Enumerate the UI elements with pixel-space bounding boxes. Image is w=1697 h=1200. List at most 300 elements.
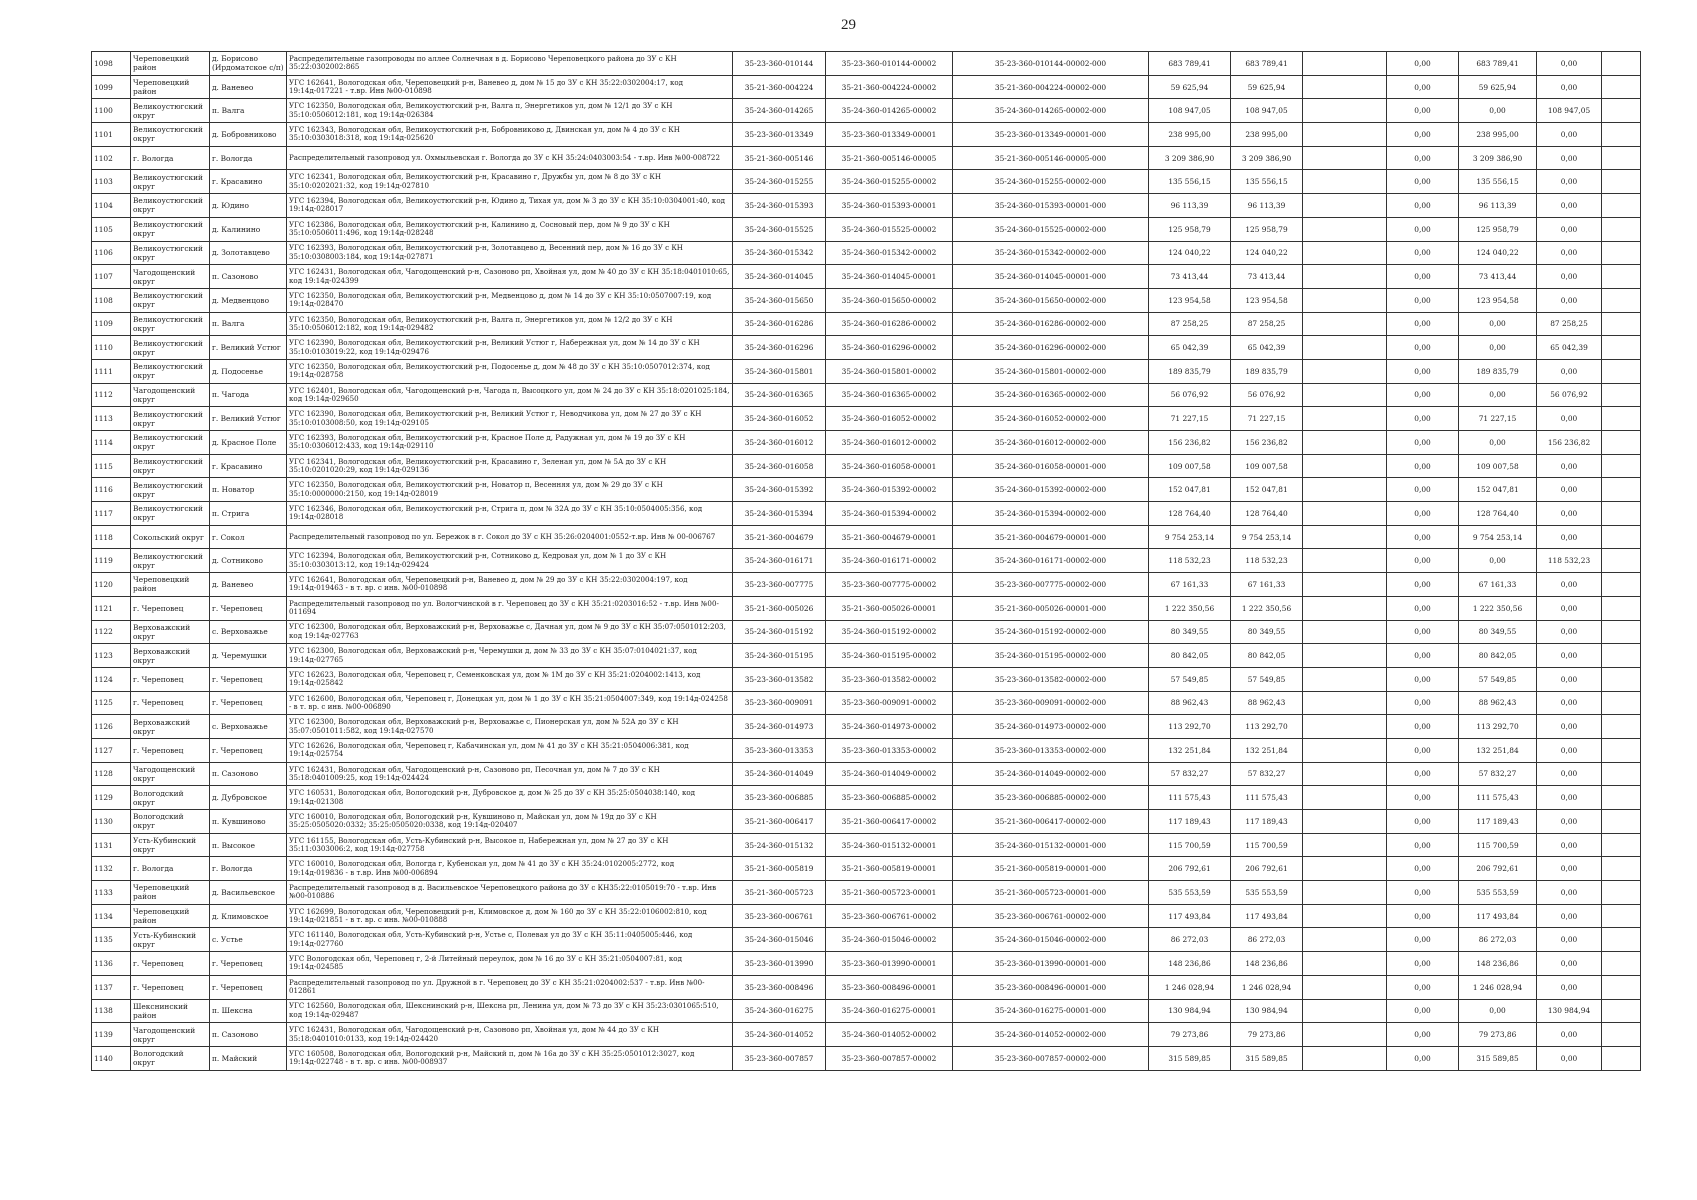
object-description-cell: УГС 162431, Вологодская обл, Чагодощенский р-н, Сазоново рп, Песочная ул, дом № 7 до ЗУ с КН 35:18:0401009:25, код 19:14д-024424 — [287, 762, 733, 786]
amount-cell: 156 236,82 — [1231, 431, 1303, 455]
district-cell: Сокольский округ — [131, 525, 210, 549]
settlement-cell: г. Великий Устюг — [210, 407, 287, 431]
amount-cell: 0,00 — [1387, 1046, 1459, 1070]
row-number: 1104 — [92, 194, 131, 218]
amount-cell: 0,00 — [1387, 241, 1459, 265]
inventory-code-cell: 35-21-360-006417 — [733, 810, 826, 834]
amount-cell: 128 764,40 — [1149, 502, 1231, 526]
amount-cell: 80 349,55 — [1149, 620, 1231, 644]
row-number: 1127 — [92, 738, 131, 762]
amount-cell: 118 532,23 — [1231, 549, 1303, 573]
row-number: 1112 — [92, 383, 131, 407]
amount-cell: 0,00 — [1387, 407, 1459, 431]
empty-cell — [1602, 194, 1641, 218]
amount-cell: 0,00 — [1537, 904, 1602, 928]
inventory-code-cell: 35-23-360-008496 — [733, 975, 826, 999]
district-cell: Великоустюгский округ — [131, 407, 210, 431]
full-code-cell: 35-21-360-004679-00001-000 — [953, 525, 1149, 549]
amount-cell: 57 832,27 — [1231, 762, 1303, 786]
amount-cell: 0,00 — [1387, 336, 1459, 360]
empty-cell — [1303, 383, 1387, 407]
full-code-cell: 35-24-360-016365-00002-000 — [953, 383, 1149, 407]
amount-cell: 57 549,85 — [1459, 667, 1537, 691]
district-cell: Великоустюгский округ — [131, 170, 210, 194]
amount-cell: 206 792,61 — [1149, 857, 1231, 881]
amount-cell: 148 236,86 — [1459, 952, 1537, 976]
inventory-code-cell: 35-24-360-016365 — [733, 383, 826, 407]
full-code-cell: 35-24-360-015393-00001-000 — [953, 194, 1149, 218]
amount-cell: 57 832,27 — [1149, 762, 1231, 786]
amount-cell: 0,00 — [1387, 833, 1459, 857]
amount-cell: 9 754 253,14 — [1459, 525, 1537, 549]
settlement-cell: д. Дубровское — [210, 786, 287, 810]
amount-cell: 0,00 — [1387, 170, 1459, 194]
object-code-cell: 35-21-360-005819-00001 — [826, 857, 953, 881]
empty-cell — [1602, 833, 1641, 857]
district-cell: Вологодский округ — [131, 1046, 210, 1070]
district-cell: Череповецкий район — [131, 904, 210, 928]
object-code-cell: 35-21-360-005026-00001 — [826, 596, 953, 620]
amount-cell: 125 958,79 — [1149, 217, 1231, 241]
amount-cell: 1 222 350,56 — [1149, 596, 1231, 620]
district-cell: Усть-Кубинский округ — [131, 833, 210, 857]
amount-cell: 0,00 — [1387, 146, 1459, 170]
amount-cell: 535 553,59 — [1459, 881, 1537, 905]
object-description-cell: УГС 162393, Вологодская обл, Великоустюгский р-н, Золотавцево д, Весенний пер, дом № 16 до ЗУ с КН 35:10:0308003:184, код 19:14д-027871 — [287, 241, 733, 265]
amount-cell: 0,00 — [1387, 620, 1459, 644]
amount-cell: 0,00 — [1387, 123, 1459, 147]
inventory-code-cell: 35-24-360-016058 — [733, 454, 826, 478]
object-code-cell: 35-24-360-015801-00002 — [826, 359, 953, 383]
empty-cell — [1303, 975, 1387, 999]
amount-cell: 80 842,05 — [1231, 644, 1303, 668]
object-description-cell: УГС 162560, Вологодская обл, Шекснинский р-н, Шексна рп, Ленина ул, дом № 73 до ЗУ с КН 35:23:0301065:510, код 19:14д-029487 — [287, 999, 733, 1023]
empty-cell — [1602, 265, 1641, 289]
inventory-code-cell: 35-24-360-016275 — [733, 999, 826, 1023]
amount-cell: 71 227,15 — [1231, 407, 1303, 431]
empty-cell — [1602, 691, 1641, 715]
object-code-cell: 35-21-360-005723-00001 — [826, 881, 953, 905]
full-code-cell: 35-24-360-015046-00002-000 — [953, 928, 1149, 952]
empty-cell — [1602, 288, 1641, 312]
table-row — [92, 762, 1641, 786]
object-code-cell: 35-24-360-016052-00002 — [826, 407, 953, 431]
table-row — [92, 786, 1641, 810]
amount-cell: 0,00 — [1537, 454, 1602, 478]
amount-cell: 535 553,59 — [1231, 881, 1303, 905]
amount-cell: 0,00 — [1537, 146, 1602, 170]
inventory-code-cell: 35-21-360-005819 — [733, 857, 826, 881]
row-number: 1137 — [92, 975, 131, 999]
row-number: 1128 — [92, 762, 131, 786]
inventory-code-cell: 35-21-360-004679 — [733, 525, 826, 549]
amount-cell: 0,00 — [1537, 810, 1602, 834]
amount-cell: 0,00 — [1459, 999, 1537, 1023]
empty-cell — [1303, 667, 1387, 691]
amount-cell: 80 349,55 — [1459, 620, 1537, 644]
object-code-cell: 35-24-360-014045-00001 — [826, 265, 953, 289]
empty-cell — [1303, 857, 1387, 881]
amount-cell: 0,00 — [1537, 762, 1602, 786]
amount-cell: 238 995,00 — [1231, 123, 1303, 147]
row-number: 1100 — [92, 99, 131, 123]
amount-cell: 315 589,85 — [1149, 1046, 1231, 1070]
object-description-cell: Распределительный газопровод ул. Охмыльевская г. Вологда до ЗУ с КН 35:24:0403003:54 - т.вр. Инв №00-008722 — [287, 146, 733, 170]
amount-cell: 111 575,43 — [1149, 786, 1231, 810]
amount-cell: 0,00 — [1387, 52, 1459, 76]
amount-cell: 115 700,59 — [1231, 833, 1303, 857]
table-row — [92, 431, 1641, 455]
full-code-cell: 35-21-360-005819-00001-000 — [953, 857, 1149, 881]
row-number: 1133 — [92, 881, 131, 905]
table-row — [92, 383, 1641, 407]
amount-cell: 156 236,82 — [1537, 431, 1602, 455]
settlement-cell: д. Юдино — [210, 194, 287, 218]
table-row — [92, 667, 1641, 691]
full-code-cell: 35-24-360-016171-00002-000 — [953, 549, 1149, 573]
row-number: 1139 — [92, 1023, 131, 1047]
full-code-cell: 35-21-360-005146-00005-000 — [953, 146, 1149, 170]
table-row — [92, 928, 1641, 952]
object-description-cell: УГС 162390, Вологодская обл, Великоустюгский р-н, Великий Устюг г, Набережная ул, дом № 14 до ЗУ с КН 35:10:0103019:22, код 19:14д-029476 — [287, 336, 733, 360]
empty-cell — [1303, 336, 1387, 360]
amount-cell: 117 189,43 — [1459, 810, 1537, 834]
amount-cell: 115 700,59 — [1459, 833, 1537, 857]
amount-cell: 123 954,58 — [1149, 288, 1231, 312]
settlement-cell: п. Новатор — [210, 478, 287, 502]
inventory-code-cell: 35-24-360-015192 — [733, 620, 826, 644]
empty-cell — [1303, 359, 1387, 383]
empty-cell — [1602, 170, 1641, 194]
district-cell: Череповецкий район — [131, 75, 210, 99]
settlement-cell: с. Устье — [210, 928, 287, 952]
object-description-cell: УГС 162350, Вологодская обл, Великоустюгский р-н, Подосенье д, дом № 48 до ЗУ с КН 35:10:0507012:374, код 19:14д-028758 — [287, 359, 733, 383]
amount-cell: 57 832,27 — [1459, 762, 1537, 786]
object-description-cell: УГС 162394, Вологодская обл, Великоустюгский р-н, Сотниково д, Кедровая ул, дом № 1 до ЗУ с КН 35:10:0303013:12, код 19:14д-029424 — [287, 549, 733, 573]
settlement-cell: г. Череповец — [210, 975, 287, 999]
amount-cell: 206 792,61 — [1231, 857, 1303, 881]
amount-cell: 0,00 — [1537, 691, 1602, 715]
inventory-code-cell: 35-23-360-009091 — [733, 691, 826, 715]
empty-cell — [1303, 928, 1387, 952]
full-code-cell: 35-23-360-008496-00001-000 — [953, 975, 1149, 999]
amount-cell: 125 958,79 — [1459, 217, 1537, 241]
object-description-cell: УГС 162600, Вологодская обл, Череповец г, Донецкая ул, дом № 1 до ЗУ с КН 35:21:0504007:349, код 19:14д-024258 - в т. вр. с инв. №00-006890 — [287, 691, 733, 715]
object-description-cell: УГС 160010, Вологодская обл, Вологда г, Кубенская ул, дом № 41 до ЗУ с КН 35:24:0102005:2772, код 19:14д-019836 - в т.вр. Инв №00-006894 — [287, 857, 733, 881]
row-number: 1103 — [92, 170, 131, 194]
amount-cell: 152 047,81 — [1149, 478, 1231, 502]
empty-cell — [1602, 123, 1641, 147]
settlement-cell: д. Красное Поле — [210, 431, 287, 455]
object-code-cell: 35-23-360-013990-00001 — [826, 952, 953, 976]
row-number: 1121 — [92, 596, 131, 620]
inventory-code-cell: 35-24-360-015393 — [733, 194, 826, 218]
amount-cell: 3 209 386,90 — [1149, 146, 1231, 170]
settlement-cell: д. Климовское — [210, 904, 287, 928]
amount-cell: 67 161,33 — [1459, 573, 1537, 597]
object-description-cell: УГС 162390, Вологодская обл, Великоустюгский р-н, Великий Устюг г, Неводчикова ул, дом № 27 до ЗУ с КН 35:10:0103008:50, код 19:14д-029105 — [287, 407, 733, 431]
empty-cell — [1303, 431, 1387, 455]
row-number: 1101 — [92, 123, 131, 147]
inventory-code-cell: 35-24-360-015801 — [733, 359, 826, 383]
settlement-cell: п. Кувшиново — [210, 810, 287, 834]
amount-cell: 0,00 — [1537, 407, 1602, 431]
amount-cell: 80 349,55 — [1231, 620, 1303, 644]
row-number: 1131 — [92, 833, 131, 857]
row-number: 1130 — [92, 810, 131, 834]
settlement-cell: д. Васильевское — [210, 881, 287, 905]
object-description-cell: Распределительный газопровод в д. Васильевское Череповецкого района до ЗУ с КН35:22:0105019:70 - т.вр. Инв №00-010886 — [287, 881, 733, 905]
amount-cell: 109 007,58 — [1231, 454, 1303, 478]
empty-cell — [1602, 762, 1641, 786]
district-cell: Усть-Кубинский округ — [131, 928, 210, 952]
settlement-cell: д. Ваневео — [210, 75, 287, 99]
full-code-cell: 35-23-360-013353-00002-000 — [953, 738, 1149, 762]
settlement-cell: г. Череповец — [210, 691, 287, 715]
amount-cell: 0,00 — [1387, 573, 1459, 597]
object-description-cell: УГС 162343, Вологодская обл, Великоустюгский р-н, Бобровниково д, Двинская ул, дом № 4 до ЗУ с КН 35:10:0303018:318, код 19:14д-025620 — [287, 123, 733, 147]
amount-cell: 96 113,39 — [1231, 194, 1303, 218]
table-row — [92, 620, 1641, 644]
amount-cell: 238 995,00 — [1459, 123, 1537, 147]
object-code-cell: 35-21-360-005146-00005 — [826, 146, 953, 170]
full-code-cell: 35-24-360-015255-00002-000 — [953, 170, 1149, 194]
amount-cell: 96 113,39 — [1149, 194, 1231, 218]
amount-cell: 0,00 — [1537, 123, 1602, 147]
amount-cell: 115 700,59 — [1149, 833, 1231, 857]
table-row — [92, 217, 1641, 241]
inventory-code-cell: 35-23-360-006761 — [733, 904, 826, 928]
inventory-code-cell: 35-24-360-015394 — [733, 502, 826, 526]
amount-cell: 9 754 253,14 — [1231, 525, 1303, 549]
empty-cell — [1602, 478, 1641, 502]
inventory-code-cell: 35-23-360-013353 — [733, 738, 826, 762]
object-code-cell: 35-24-360-015192-00002 — [826, 620, 953, 644]
object-description-cell: УГС 162341, Вологодская обл, Великоустюгский р-н, Красавино г, Дружбы ул, дом № 8 до ЗУ с КН 35:10:0202021:32, код 19:14д-027810 — [287, 170, 733, 194]
empty-cell — [1602, 217, 1641, 241]
amount-cell: 125 958,79 — [1231, 217, 1303, 241]
amount-cell: 123 954,58 — [1231, 288, 1303, 312]
amount-cell: 79 273,86 — [1459, 1023, 1537, 1047]
empty-cell — [1602, 928, 1641, 952]
amount-cell: 132 251,84 — [1149, 738, 1231, 762]
object-code-cell: 35-23-360-006885-00002 — [826, 786, 953, 810]
amount-cell: 56 076,92 — [1537, 383, 1602, 407]
data-table — [91, 51, 1641, 1071]
object-description-cell: УГС 161140, Вологодская обл, Усть-Кубинский р-н, Устье с, Полевая ул до ЗУ с КН 35:11:0405005:446, код 19:14д-027760 — [287, 928, 733, 952]
object-code-cell: 35-23-360-008496-00001 — [826, 975, 953, 999]
amount-cell: 0,00 — [1387, 904, 1459, 928]
full-code-cell: 35-24-360-015342-00002-000 — [953, 241, 1149, 265]
amount-cell: 0,00 — [1537, 596, 1602, 620]
full-code-cell: 35-24-360-016275-00001-000 — [953, 999, 1149, 1023]
full-code-cell: 35-21-360-006417-00002-000 — [953, 810, 1149, 834]
empty-cell — [1303, 288, 1387, 312]
amount-cell: 0,00 — [1537, 52, 1602, 76]
object-code-cell: 35-23-360-007857-00002 — [826, 1046, 953, 1070]
row-number: 1129 — [92, 786, 131, 810]
table-row — [92, 596, 1641, 620]
amount-cell: 315 589,85 — [1231, 1046, 1303, 1070]
amount-cell: 0,00 — [1537, 194, 1602, 218]
amount-cell: 130 984,94 — [1537, 999, 1602, 1023]
district-cell: Великоустюгский округ — [131, 454, 210, 478]
full-code-cell: 35-24-360-015801-00002-000 — [953, 359, 1149, 383]
empty-cell — [1303, 715, 1387, 739]
full-code-cell: 35-24-360-015192-00002-000 — [953, 620, 1149, 644]
row-number: 1110 — [92, 336, 131, 360]
empty-cell — [1303, 265, 1387, 289]
amount-cell: 0,00 — [1387, 975, 1459, 999]
district-cell: Великоустюгский округ — [131, 549, 210, 573]
amount-cell: 0,00 — [1387, 999, 1459, 1023]
row-number: 1108 — [92, 288, 131, 312]
amount-cell: 130 984,94 — [1231, 999, 1303, 1023]
object-description-cell: УГС 162346, Вологодская обл, Великоустюгский р-н, Стрига п, дом № 32А до ЗУ с КН 35:10:0504005:356, код 19:14д-028018 — [287, 502, 733, 526]
object-code-cell: 35-24-360-015392-00002 — [826, 478, 953, 502]
empty-cell — [1602, 407, 1641, 431]
table-row — [92, 52, 1641, 76]
row-number: 1109 — [92, 312, 131, 336]
inventory-code-cell: 35-24-360-015650 — [733, 288, 826, 312]
district-cell: Череповецкий район — [131, 573, 210, 597]
amount-cell: 0,00 — [1387, 99, 1459, 123]
settlement-cell: г. Вологда — [210, 146, 287, 170]
amount-cell: 124 040,22 — [1149, 241, 1231, 265]
table-row — [92, 312, 1641, 336]
amount-cell: 535 553,59 — [1149, 881, 1231, 905]
row-number: 1105 — [92, 217, 131, 241]
amount-cell: 128 764,40 — [1459, 502, 1537, 526]
amount-cell: 117 493,84 — [1149, 904, 1231, 928]
settlement-cell: д. Калинино — [210, 217, 287, 241]
amount-cell: 88 962,43 — [1459, 691, 1537, 715]
amount-cell: 117 493,84 — [1459, 904, 1537, 928]
row-number: 1111 — [92, 359, 131, 383]
amount-cell: 3 209 386,90 — [1231, 146, 1303, 170]
empty-cell — [1602, 999, 1641, 1023]
row-number: 1102 — [92, 146, 131, 170]
district-cell: Великоустюгский округ — [131, 312, 210, 336]
amount-cell: 189 835,79 — [1231, 359, 1303, 383]
table-row — [92, 454, 1641, 478]
object-code-cell: 35-21-360-004679-00001 — [826, 525, 953, 549]
district-cell: Великоустюгский округ — [131, 217, 210, 241]
amount-cell: 0,00 — [1387, 502, 1459, 526]
amount-cell: 0,00 — [1537, 644, 1602, 668]
amount-cell: 128 764,40 — [1231, 502, 1303, 526]
settlement-cell: д. Бобровниково — [210, 123, 287, 147]
district-cell: Чагодощенский округ — [131, 383, 210, 407]
empty-cell — [1602, 620, 1641, 644]
object-code-cell: 35-24-360-014265-00002 — [826, 99, 953, 123]
settlement-cell: д. Черемушки — [210, 644, 287, 668]
amount-cell: 86 272,03 — [1459, 928, 1537, 952]
full-code-cell: 35-23-360-009091-00002-000 — [953, 691, 1149, 715]
amount-cell: 0,00 — [1459, 312, 1537, 336]
amount-cell: 0,00 — [1387, 644, 1459, 668]
amount-cell: 0,00 — [1537, 359, 1602, 383]
amount-cell: 109 007,58 — [1149, 454, 1231, 478]
inventory-code-cell: 35-24-360-014045 — [733, 265, 826, 289]
amount-cell: 71 227,15 — [1459, 407, 1537, 431]
object-code-cell: 35-24-360-015195-00002 — [826, 644, 953, 668]
empty-cell — [1303, 549, 1387, 573]
settlement-cell: г. Сокол — [210, 525, 287, 549]
empty-cell — [1602, 52, 1641, 76]
inventory-code-cell: 35-24-360-015046 — [733, 928, 826, 952]
amount-cell: 0,00 — [1537, 928, 1602, 952]
empty-cell — [1303, 1023, 1387, 1047]
table-row — [92, 810, 1641, 834]
amount-cell: 0,00 — [1459, 99, 1537, 123]
amount-cell: 0,00 — [1387, 715, 1459, 739]
table-row — [92, 999, 1641, 1023]
empty-cell — [1602, 146, 1641, 170]
empty-cell — [1303, 952, 1387, 976]
empty-cell — [1602, 241, 1641, 265]
inventory-code-cell: 35-21-360-005026 — [733, 596, 826, 620]
amount-cell: 65 042,39 — [1537, 336, 1602, 360]
empty-cell — [1602, 336, 1641, 360]
settlement-cell: г. Великий Устюг — [210, 336, 287, 360]
amount-cell: 0,00 — [1537, 833, 1602, 857]
amount-cell: 57 549,85 — [1149, 667, 1231, 691]
amount-cell: 148 236,86 — [1149, 952, 1231, 976]
object-code-cell: 35-21-360-006417-00002 — [826, 810, 953, 834]
settlement-cell: г. Красавино — [210, 170, 287, 194]
row-number: 1136 — [92, 952, 131, 976]
inventory-code-cell: 35-24-360-015132 — [733, 833, 826, 857]
amount-cell: 96 113,39 — [1459, 194, 1537, 218]
row-number: 1132 — [92, 857, 131, 881]
amount-cell: 683 789,41 — [1231, 52, 1303, 76]
amount-cell: 113 292,70 — [1149, 715, 1231, 739]
object-code-cell: 35-24-360-015394-00002 — [826, 502, 953, 526]
empty-cell — [1303, 620, 1387, 644]
amount-cell: 0,00 — [1387, 312, 1459, 336]
amount-cell: 113 292,70 — [1459, 715, 1537, 739]
district-cell: Великоустюгский округ — [131, 194, 210, 218]
amount-cell: 73 413,44 — [1231, 265, 1303, 289]
table-row — [92, 857, 1641, 881]
amount-cell: 0,00 — [1537, 525, 1602, 549]
object-code-cell: 35-23-360-009091-00002 — [826, 691, 953, 715]
empty-cell — [1602, 881, 1641, 905]
amount-cell: 87 258,25 — [1231, 312, 1303, 336]
row-number: 1140 — [92, 1046, 131, 1070]
inventory-code-cell: 35-23-360-013349 — [733, 123, 826, 147]
table-row — [92, 549, 1641, 573]
inventory-code-cell: 35-24-360-015255 — [733, 170, 826, 194]
inventory-code-cell: 35-24-360-014265 — [733, 99, 826, 123]
district-cell: г. Череповец — [131, 975, 210, 999]
table-row — [92, 715, 1641, 739]
district-cell: Верховажский округ — [131, 620, 210, 644]
table-row — [92, 691, 1641, 715]
table-row — [92, 904, 1641, 928]
object-description-cell: УГС 162431, Вологодская обл, Чагодощенский р-н, Сазоново рп, Хвойная ул, дом № 44 до ЗУ с КН 35:18:0401010:0133, код 19:14д-024420 — [287, 1023, 733, 1047]
row-number: 1117 — [92, 502, 131, 526]
full-code-cell: 35-23-360-006761-00002-000 — [953, 904, 1149, 928]
empty-cell — [1602, 1046, 1641, 1070]
amount-cell: 86 272,03 — [1231, 928, 1303, 952]
object-description-cell: УГС 162641, Вологодская обл, Череповецкий р-н, Ваневео д, дом № 15 до ЗУ с КН 35:22:0302004:17, код 19:14д-017221 - т.вр. Инв №00-010898 — [287, 75, 733, 99]
full-code-cell: 35-24-360-015525-00002-000 — [953, 217, 1149, 241]
district-cell: Великоустюгский округ — [131, 241, 210, 265]
empty-cell — [1303, 123, 1387, 147]
object-description-cell: УГС 162401, Вологодская обл, Чагодощенский р-н, Чагода п, Высоцкого ул, дом № 24 до ЗУ с КН 35:18:0201025:184, код 19:14д-029650 — [287, 383, 733, 407]
